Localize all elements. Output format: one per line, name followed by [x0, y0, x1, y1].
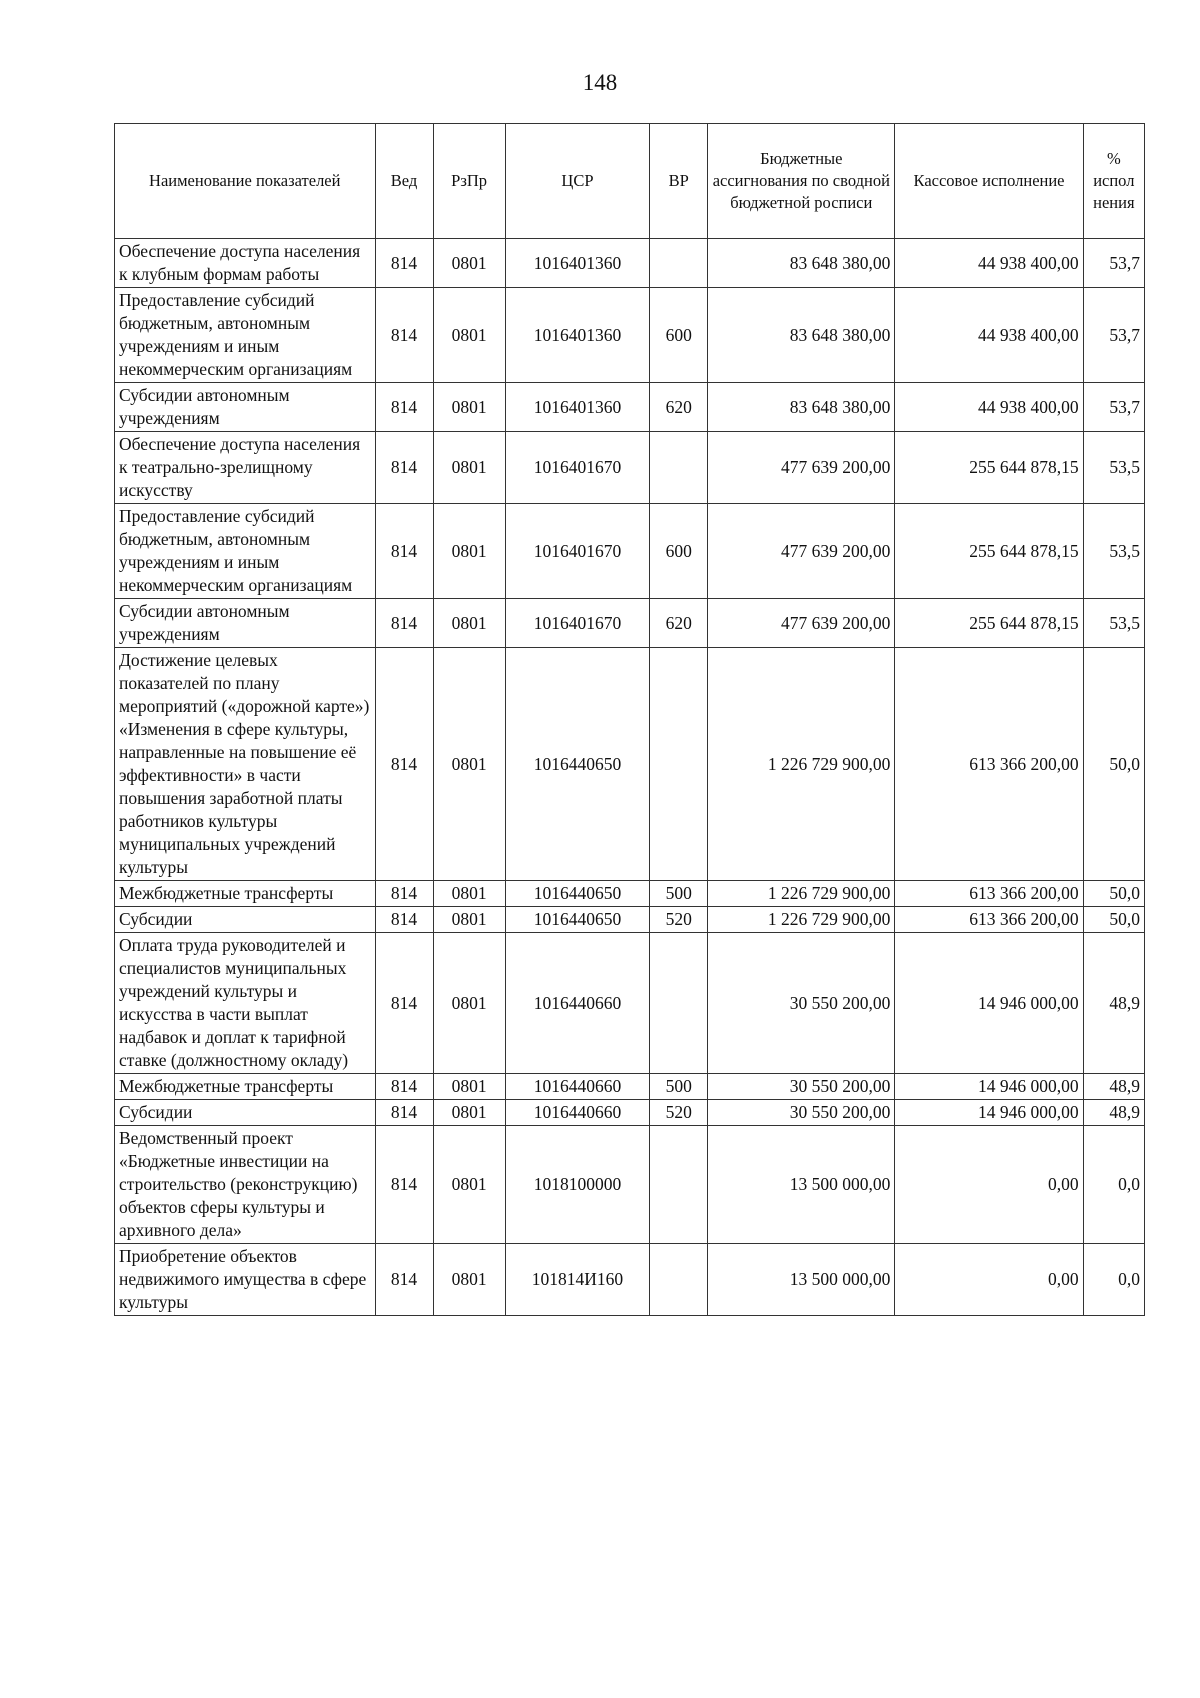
table-row — [115, 599, 1145, 648]
cell-pct: 53,5 — [1083, 599, 1144, 648]
cell-vr: 520 — [650, 1100, 708, 1126]
header-csr: ЦСР — [505, 124, 649, 239]
cell-rzpr: 0801 — [433, 1244, 505, 1316]
cell-csr: 1016401360 — [505, 383, 649, 432]
cell-ved: 814 — [375, 504, 433, 599]
cell-pct: 48,9 — [1083, 1074, 1144, 1100]
cell-budget: 477 639 200,00 — [708, 504, 895, 599]
cell-csr: 1016440660 — [505, 1074, 649, 1100]
cell-ved: 814 — [375, 907, 433, 933]
cell-pct: 50,0 — [1083, 907, 1144, 933]
header-ved: Вед — [375, 124, 433, 239]
cell-pct: 53,5 — [1083, 504, 1144, 599]
cell-pct: 50,0 — [1083, 648, 1144, 881]
cell-vr — [650, 1244, 708, 1316]
cell-budget: 13 500 000,00 — [708, 1244, 895, 1316]
cell-ved: 814 — [375, 432, 433, 504]
cell-rzpr: 0801 — [433, 599, 505, 648]
cell-rzpr: 0801 — [433, 1100, 505, 1126]
cell-cash: 255 644 878,15 — [895, 599, 1083, 648]
cell-rzpr: 0801 — [433, 1074, 505, 1100]
table-row — [115, 432, 1145, 504]
table-row — [115, 907, 1145, 933]
table-row — [115, 288, 1145, 383]
cell-csr: 1016440650 — [505, 881, 649, 907]
cell-budget: 1 226 729 900,00 — [708, 881, 895, 907]
cell-vr — [650, 432, 708, 504]
cell-pct: 0,0 — [1083, 1126, 1144, 1244]
cell-budget: 477 639 200,00 — [708, 599, 895, 648]
table-row — [115, 1100, 1145, 1126]
cell-budget: 477 639 200,00 — [708, 432, 895, 504]
header-rzpr: РзПр — [433, 124, 505, 239]
cell-name: Субсидии автономным учреждениям — [115, 383, 376, 432]
cell-ved: 814 — [375, 1074, 433, 1100]
cell-budget: 13 500 000,00 — [708, 1126, 895, 1244]
cell-rzpr: 0801 — [433, 504, 505, 599]
cell-name: Предоставление субсидий бюджетным, автономным учреждениям и иным некоммерческим организациям — [115, 504, 376, 599]
cell-cash: 613 366 200,00 — [895, 881, 1083, 907]
cell-rzpr: 0801 — [433, 383, 505, 432]
table-row — [115, 1074, 1145, 1100]
cell-rzpr: 0801 — [433, 907, 505, 933]
cell-budget: 30 550 200,00 — [708, 1074, 895, 1100]
cell-csr: 1016401670 — [505, 432, 649, 504]
cell-cash: 14 946 000,00 — [895, 1074, 1083, 1100]
table-row — [115, 1126, 1145, 1244]
cell-pct: 48,9 — [1083, 933, 1144, 1074]
cell-budget: 1 226 729 900,00 — [708, 907, 895, 933]
cell-vr — [650, 648, 708, 881]
cell-rzpr: 0801 — [433, 933, 505, 1074]
cell-cash: 14 946 000,00 — [895, 1100, 1083, 1126]
table-row — [115, 881, 1145, 907]
cell-pct: 50,0 — [1083, 881, 1144, 907]
cell-ved: 814 — [375, 648, 433, 881]
cell-ved: 814 — [375, 383, 433, 432]
table-header-row — [115, 124, 1145, 239]
cell-rzpr: 0801 — [433, 881, 505, 907]
cell-csr: 1018100000 — [505, 1126, 649, 1244]
cell-budget: 83 648 380,00 — [708, 288, 895, 383]
cell-cash: 0,00 — [895, 1244, 1083, 1316]
cell-csr: 1016401670 — [505, 504, 649, 599]
cell-vr: 600 — [650, 288, 708, 383]
cell-cash: 613 366 200,00 — [895, 648, 1083, 881]
cell-vr — [650, 933, 708, 1074]
cell-ved: 814 — [375, 881, 433, 907]
cell-budget: 30 550 200,00 — [708, 933, 895, 1074]
page-number: 148 — [582, 70, 618, 95]
cell-vr: 520 — [650, 907, 708, 933]
cell-pct: 0,0 — [1083, 1244, 1144, 1316]
cell-vr: 600 — [650, 504, 708, 599]
budget-execution-table — [114, 123, 1145, 1316]
cell-csr: 1016440650 — [505, 907, 649, 933]
cell-ved: 814 — [375, 933, 433, 1074]
cell-name: Приобретение объектов недвижимого имущества в сфере культуры — [115, 1244, 376, 1316]
cell-ved: 814 — [375, 1100, 433, 1126]
table-row — [115, 239, 1145, 288]
cell-csr: 1016440650 — [505, 648, 649, 881]
cell-pct: 48,9 — [1083, 1100, 1144, 1126]
cell-csr: 101814И160 — [505, 1244, 649, 1316]
cell-csr: 1016401670 — [505, 599, 649, 648]
header-budget: Бюджетные ассигнования по сводной бюджетной росписи — [708, 124, 895, 239]
cell-cash: 255 644 878,15 — [895, 432, 1083, 504]
table-row — [115, 933, 1145, 1074]
cell-name: Обеспечение доступа населения к театрально-зрелищному искусству — [115, 432, 376, 504]
cell-cash: 255 644 878,15 — [895, 504, 1083, 599]
cell-ved: 814 — [375, 599, 433, 648]
cell-ved: 814 — [375, 288, 433, 383]
table-row — [115, 1244, 1145, 1316]
cell-budget: 83 648 380,00 — [708, 383, 895, 432]
cell-vr: 620 — [650, 383, 708, 432]
cell-name: Субсидии автономным учреждениям — [115, 599, 376, 648]
cell-ved: 814 — [375, 1126, 433, 1244]
cell-csr: 1016401360 — [505, 288, 649, 383]
cell-pct: 53,7 — [1083, 383, 1144, 432]
cell-ved: 814 — [375, 239, 433, 288]
cell-name: Субсидии — [115, 907, 376, 933]
cell-csr: 1016440660 — [505, 1100, 649, 1126]
cell-budget: 30 550 200,00 — [708, 1100, 895, 1126]
cell-vr — [650, 239, 708, 288]
cell-name: Межбюджетные трансферты — [115, 1074, 376, 1100]
cell-name: Субсидии — [115, 1100, 376, 1126]
cell-vr: 500 — [650, 1074, 708, 1100]
cell-rzpr: 0801 — [433, 432, 505, 504]
cell-cash: 613 366 200,00 — [895, 907, 1083, 933]
cell-name: Ведомственный проект «Бюджетные инвестиции на строительство (реконструкцию) объектов сферы культуры и архивного дела» — [115, 1126, 376, 1244]
cell-pct: 53,5 — [1083, 432, 1144, 504]
cell-budget: 83 648 380,00 — [708, 239, 895, 288]
cell-budget: 1 226 729 900,00 — [708, 648, 895, 881]
table-row — [115, 504, 1145, 599]
cell-rzpr: 0801 — [433, 1126, 505, 1244]
cell-csr: 1016401360 — [505, 239, 649, 288]
cell-vr — [650, 1126, 708, 1244]
cell-name: Достижение целевых показателей по плану мероприятий («дорожной карте») «Изменения в сфере культуры, направленные на повышение её эффективности» в части повышения заработной платы работников культуры муниципальных учреждений культуры — [115, 648, 376, 881]
header-pct: % испол нения — [1083, 124, 1144, 239]
cell-name: Оплата труда руководителей и специалистов муниципальных учреждений культуры и искусства в части выплат надбавок и доплат к тарифной ставке (должностному окладу) — [115, 933, 376, 1074]
header-name: Наименование показателей — [115, 124, 376, 239]
cell-name: Межбюджетные трансферты — [115, 881, 376, 907]
cell-vr: 500 — [650, 881, 708, 907]
table-row — [115, 383, 1145, 432]
table-row — [115, 648, 1145, 881]
cell-csr: 1016440660 — [505, 933, 649, 1074]
cell-rzpr: 0801 — [433, 648, 505, 881]
cell-cash: 14 946 000,00 — [895, 933, 1083, 1074]
cell-rzpr: 0801 — [433, 288, 505, 383]
cell-pct: 53,7 — [1083, 239, 1144, 288]
cell-cash: 44 938 400,00 — [895, 383, 1083, 432]
header-vr: ВР — [650, 124, 708, 239]
cell-pct: 53,7 — [1083, 288, 1144, 383]
cell-cash: 0,00 — [895, 1126, 1083, 1244]
cell-cash: 44 938 400,00 — [895, 239, 1083, 288]
cell-name: Обеспечение доступа населения к клубным формам работы — [115, 239, 376, 288]
cell-name: Предоставление субсидий бюджетным, автономным учреждениям и иным некоммерческим организациям — [115, 288, 376, 383]
cell-ved: 814 — [375, 1244, 433, 1316]
cell-vr: 620 — [650, 599, 708, 648]
cell-rzpr: 0801 — [433, 239, 505, 288]
cell-cash: 44 938 400,00 — [895, 288, 1083, 383]
header-cash: Кассовое исполнение — [895, 124, 1083, 239]
